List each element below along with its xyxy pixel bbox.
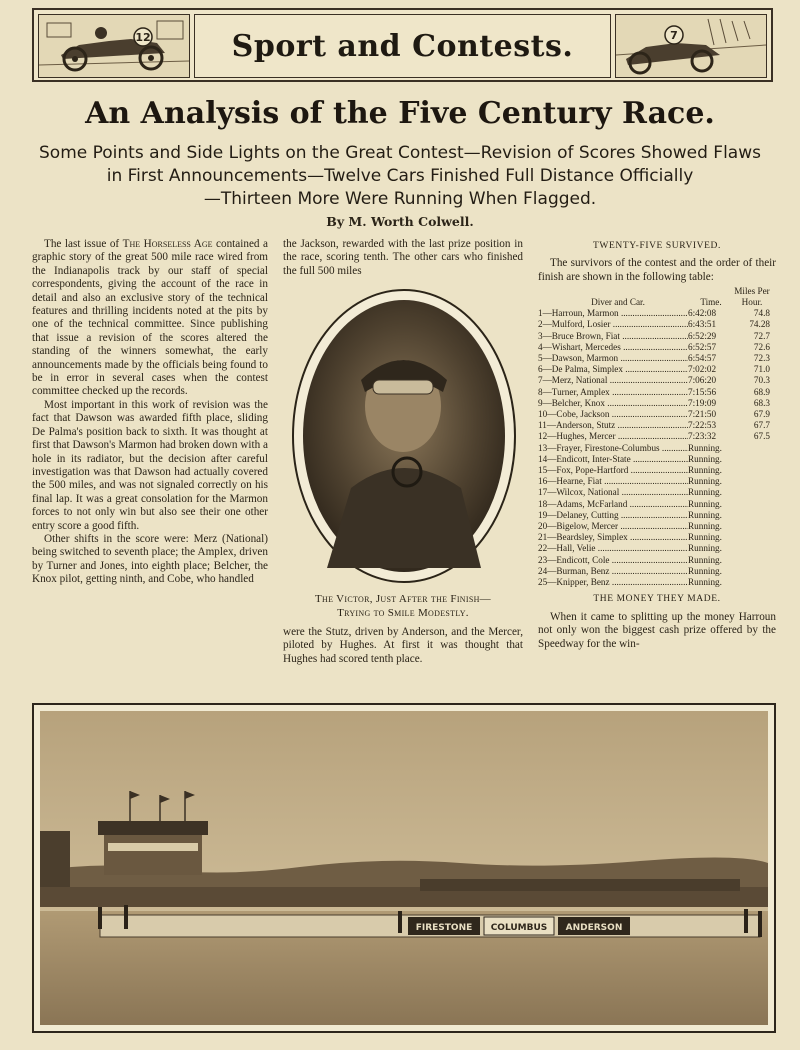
results-table-row — [538, 543, 776, 554]
result-driver-car: 13—Frayer, Firestone-Columbus ..... — [538, 443, 688, 454]
result-time: 7:15:56 — [688, 386, 717, 397]
section-heading: TWENTY-FIVE SURVIVED. — [593, 241, 721, 251]
results-table-row — [538, 566, 776, 577]
paragraph: The last issue of The Horseless Age contained a graphic story of the great 500 mile race wired from the Indianapolis track by our staff of special correspondents, giving the account of the race in detail and also an exclusive story of the technical features and thrilling incidents noted at the pits by one of the technical committee. Since publishing that issue a revision of the scores altered the standing of the winners somewhat, the early announcements made by the officials being found to be in error in several cases when the contest committee checked up the records. — [32, 238, 268, 398]
results-table-row — [538, 577, 776, 588]
banner-title-box — [194, 14, 611, 78]
results-table-row — [538, 409, 776, 420]
subhead-line: —Thirteen More Were Running When Flagged. — [203, 189, 597, 209]
result-driver-car: 6—De Palma, Simplex ..... — [538, 364, 688, 375]
results-table-row — [538, 342, 776, 353]
result-mph — [734, 521, 770, 532]
result-driver-car: 11—Anderson, Stutz ..... — [538, 420, 688, 431]
result-driver-car: 25—Knipper, Benz ..... — [538, 577, 688, 588]
result-time: Running. — [688, 554, 722, 565]
result-time: Running. — [688, 498, 722, 509]
results-table-row — [538, 331, 776, 342]
article-column-3 — [538, 238, 776, 651]
result-time: Running. — [688, 442, 722, 453]
result-time: Running. — [688, 487, 722, 498]
result-mph: 72.6 — [753, 341, 770, 352]
results-table-row — [538, 387, 776, 398]
results-table-row — [538, 375, 776, 386]
result-driver-car: 20—Bigelow, Mercer ..... — [538, 521, 688, 532]
result-time: Running. — [688, 453, 722, 464]
results-table-row — [538, 465, 776, 476]
result-mph: 74.8 — [753, 308, 770, 319]
car-number-left: 12 — [135, 31, 151, 44]
result-time: Running. — [688, 532, 722, 543]
results-table-row — [538, 319, 776, 330]
result-mph: 72.3 — [753, 353, 770, 364]
result-time: Running. — [688, 465, 722, 476]
subhead-line: Some Points and Side Lights on the Great Contest—Revision of Scores Showed Flaws — [39, 143, 761, 163]
result-mph — [734, 555, 770, 566]
result-mph — [734, 510, 770, 521]
result-time: 6:42:08 — [688, 308, 717, 319]
article-column-2-bottom — [283, 626, 523, 666]
column-header-time: Time. — [700, 297, 722, 308]
result-driver-car: 15—Fox, Pope-Hartford ..... — [538, 465, 688, 476]
article-column-1 — [32, 238, 268, 587]
result-mph: 74.28 — [749, 319, 770, 330]
result-driver-car: 9—Belcher, Knox ..... — [538, 398, 688, 409]
result-time: 7:19:09 — [688, 397, 717, 408]
paragraph: Most important in this work of revision was the fact that Dawson was awarded fifth place, sliding De Palma's position back to sixth. It was thought at first that Dawson's Marmon had broken down with a hole in its radiator, but the decision after careful investigation was that Dawson had actually covered the 500 miles, and was not signaled correctly on his final lap. It was a great consolation for the Marmon forces to not only win but also see their one other entry score a good fifth. — [32, 398, 268, 532]
result-mph — [734, 476, 770, 487]
section-heading: THE MONEY THEY MADE. — [593, 594, 721, 605]
fence-sign-columbus: COLUMBUS — [490, 923, 548, 933]
results-table-row — [538, 443, 776, 454]
result-driver-car: 19—Delaney, Cutting ..... — [538, 510, 688, 521]
article-subhead — [20, 142, 780, 211]
result-driver-car: 17—Wilcox, National ..... — [538, 487, 688, 498]
result-driver-car: 16—Hearne, Fiat ..... — [538, 476, 688, 487]
result-mph — [734, 499, 770, 510]
result-driver-car: 22—Hall, Velie ..... — [538, 543, 688, 554]
result-driver-car: 2—Mulford, Losier ..... — [538, 319, 688, 330]
paragraph: were the Stutz, driven by Anderson, and the Mercer, piloted by Hughes. At first it was thought that Hughes had scored tenth place. — [283, 626, 523, 665]
paragraph: the Jackson, rewarded with the last prize position in the race, scoring tenth. The other cars who finished the full 500 miles — [283, 238, 523, 277]
result-time: 6:43:51 — [688, 319, 717, 330]
result-mph — [734, 487, 770, 498]
result-driver-car: 24—Burman, Benz ..... — [538, 566, 688, 577]
result-driver-car: 23—Endicott, Cole ..... — [538, 555, 688, 566]
paragraph: The survivors of the contest and the order of their finish are shown in the following table: — [538, 257, 776, 283]
result-mph: 68.9 — [753, 386, 770, 397]
result-driver-car: 5—Dawson, Marmon ..... — [538, 353, 688, 364]
result-mph — [734, 443, 770, 454]
result-time: 7:06:20 — [688, 375, 717, 386]
paragraph: When it came to splitting up the money Harroun not only won the biggest cash prize offered by the Speedway for the win- — [538, 610, 776, 650]
article-headline: An Analysis of the Five Century Race. — [85, 96, 715, 131]
result-mph — [734, 566, 770, 577]
results-table-row — [538, 364, 776, 375]
result-mph: 70.3 — [753, 375, 770, 386]
result-mph: 72.7 — [753, 330, 770, 341]
result-mph: 67.7 — [753, 420, 770, 431]
section-title: Sport and Contests. — [231, 28, 574, 64]
result-driver-car: 4—Wishart, Mercedes ..... — [538, 342, 688, 353]
results-table — [538, 286, 776, 588]
result-mph: 67.5 — [753, 431, 770, 442]
subhead-line: in First Announcements—Twelve Cars Finished Full Distance Officially — [106, 166, 694, 186]
results-table-row — [538, 308, 776, 319]
result-time: 7:23:32 — [688, 431, 717, 442]
results-table-row — [538, 454, 776, 465]
result-mph — [734, 454, 770, 465]
result-driver-car: 3—Bruce Brown, Fiat ..... — [538, 331, 688, 342]
column-header-mph: Miles Per Hour. — [734, 286, 770, 308]
result-time: 7:21:50 — [688, 409, 717, 420]
speedway-photograph — [32, 703, 776, 1033]
result-mph — [734, 532, 770, 543]
fence-sign-anderson: ANDERSON — [565, 923, 623, 933]
results-table-row — [538, 353, 776, 364]
results-table-row — [538, 532, 776, 543]
result-time: Running. — [688, 476, 722, 487]
byline: By M. Worth Colwell. — [326, 214, 474, 229]
section-banner — [32, 8, 773, 82]
result-driver-car: 18—Adams, McFarland ..... — [538, 499, 688, 510]
result-mph: 68.3 — [753, 397, 770, 408]
result-mph — [734, 577, 770, 588]
result-driver-car: 7—Merz, National ..... — [538, 375, 688, 386]
result-mph: 67.9 — [753, 409, 770, 420]
results-table-row — [538, 476, 776, 487]
results-table-row — [538, 487, 776, 498]
results-table-body — [538, 308, 776, 588]
result-driver-car: 1—Harroun, Marmon ..... — [538, 308, 688, 319]
result-time: Running. — [688, 565, 722, 576]
result-driver-car: 8—Turner, Amplex ..... — [538, 387, 688, 398]
result-time: Running. — [688, 577, 722, 588]
result-time: 7:02:02 — [688, 364, 717, 375]
result-driver-car: 12—Hughes, Mercer ..... — [538, 431, 688, 442]
portrait-caption: The Victor, Just After the Finish— Trying to Smile Modestly. — [315, 593, 491, 619]
result-driver-car: 10—Cobe, Jackson ..... — [538, 409, 688, 420]
result-time: Running. — [688, 509, 722, 520]
result-time: 7:22:53 — [688, 420, 717, 431]
results-table-row — [538, 521, 776, 532]
results-table-row — [538, 499, 776, 510]
results-table-row — [538, 398, 776, 409]
results-table-row — [538, 555, 776, 566]
result-time: Running. — [688, 543, 722, 554]
result-mph — [734, 465, 770, 476]
car-number-right: 7 — [670, 29, 678, 42]
results-table-row — [538, 420, 776, 431]
driver-portrait — [291, 288, 517, 584]
result-time: 6:54:57 — [688, 353, 717, 364]
results-table-row — [538, 510, 776, 521]
result-driver-car: 14—Endicott, Inter-State ..... — [538, 454, 688, 465]
result-time: Running. — [688, 521, 722, 532]
results-table-row — [538, 431, 776, 442]
result-time: 6:52:29 — [688, 330, 717, 341]
result-mph: 71.0 — [753, 364, 770, 375]
results-table-header — [538, 286, 776, 308]
paragraph: Other shifts in the score were: Merz (National) being switched to seventh place; the Amplex, driven by Turner and Jones, into eighth place; Belcher, the Knox pilot, getting ninth, and Cobe, who handled — [32, 532, 268, 586]
race-car-illustration-left — [38, 14, 190, 78]
result-driver-car: 21—Beardsley, Simplex ..... — [538, 532, 688, 543]
result-mph — [734, 543, 770, 554]
article-column-2-top — [283, 238, 523, 278]
fence-sign-firestone: FIRESTONE — [415, 923, 473, 933]
publication-name: The Horseless Age — [122, 238, 213, 250]
result-time: 6:52:57 — [688, 341, 717, 352]
column-header-driver: Diver and Car. — [591, 297, 645, 308]
race-car-illustration-right — [615, 14, 767, 78]
